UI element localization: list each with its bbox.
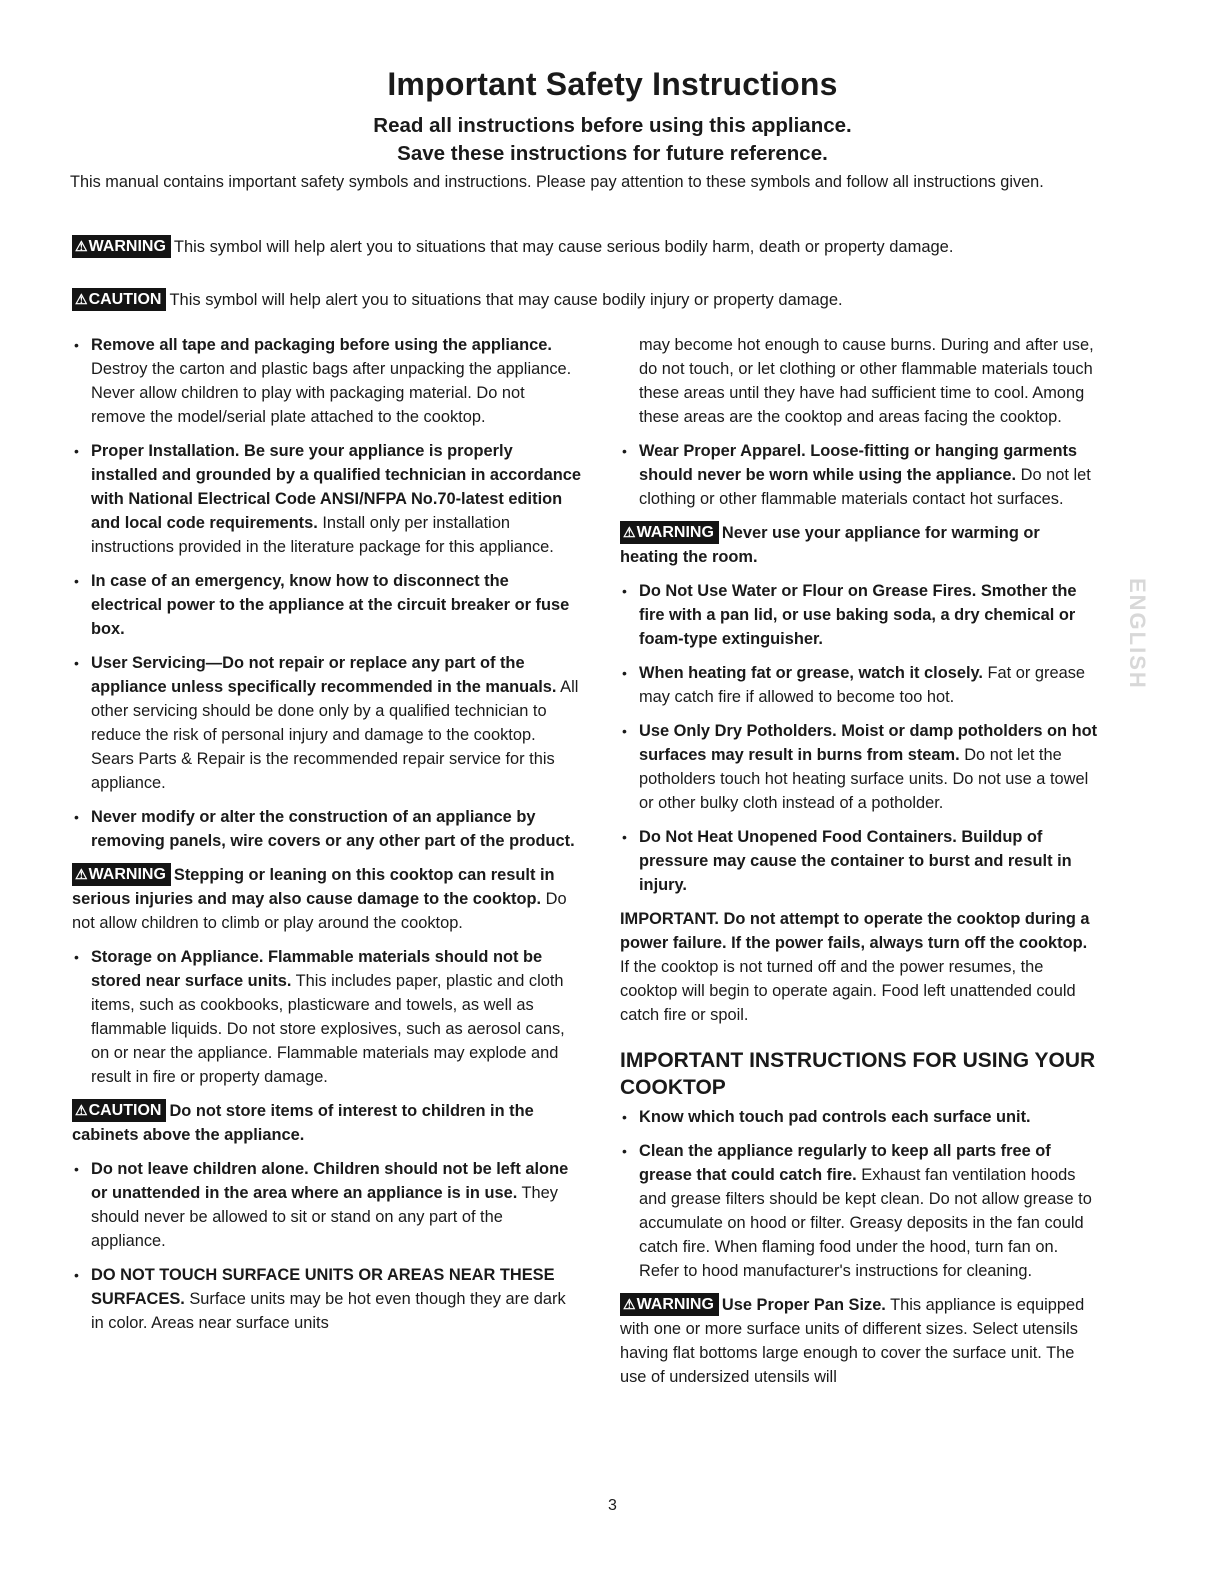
right-column [620,333,1098,1399]
warning-badge: ⚠WARNING [620,1293,719,1316]
list-item: • Remove all tape and packaging before using the appliance. Destroy the carton and plastic bags after unpacking the appliance. Never allow children to play with packaging material. Do not remove the model/serial plate attached to the cooktop. [72,333,582,429]
warning-badge: ⚠WARNING [72,863,171,886]
page-title: Important Safety Instructions [387,66,838,102]
subtitle-save: Save these instructions for future reference. [397,142,828,165]
list-item: • User Servicing—Do not repair or replace any part of the appliance unless specifically recommended in the manuals. All other servicing should be done only by a qualified technician to reduce the risk of personal injury and damage to the cooktop. Sears Parts & Repair is the recommended repair service for this appliance. [72,651,582,795]
list-item: • DO NOT TOUCH SURFACE UNITS OR AREAS NEAR THESE SURFACES. Surface units may be hot even though they are dark in color. Areas near surface units [72,1263,582,1335]
list-item: • Do Not Heat Unopened Food Containers. Buildup of pressure may cause the container to burst and result in injury. [620,825,1098,897]
warning-badge: ⚠WARNING [620,521,719,544]
list-item: • Do not leave children alone. Children should not be left alone or unattended in the area where an appliance is in use. They should never be allowed to sit or stand on any part of the appliance. [72,1157,582,1253]
alert-triangle-icon: ⚠ [623,1296,636,1312]
important-paragraph: IMPORTANT. Do not attempt to operate the cooktop during a power failure. If the power fails, always turn off the cooktop. If the cooktop is not turned off and the power resumes, the cooktop will begin to operate again. Food left unattended could catch fire or spoil. [620,910,1090,1024]
page-number: 3 [608,1497,617,1514]
alert-triangle-icon: ⚠ [75,1102,88,1118]
list-item: • Do Not Use Water or Flour on Grease Fires. Smother the fire with a pan lid, or use baking soda, a dry chemical or foam-type extinguisher. [620,579,1098,651]
list-item: • Proper Installation. Be sure your appliance is properly installed and grounded by a qualified technician in accordance with National Electrical Code ANSI/NFPA No.70-latest edition and local code requirements. Install only per installation instructions provided in the literature package for this appliance. [72,439,582,559]
list-item: • In case of an emergency, know how to disconnect the electrical power to the appliance at the circuit breaker or fuse box. [72,569,582,641]
intro-text: This manual contains important safety symbols and instructions. Please pay attention to these symbols and follow all instructions given. [70,173,1044,191]
list-item: • When heating fat or grease, watch it closely. Fat or grease may catch fire if allowed to become too hot. [620,661,1098,709]
continued-text: may become hot enough to cause burns. During and after use, do not touch, or let clothing or other flammable materials touch these areas until they have had sufficient time to cool. Among these areas are the cooktop and areas facing the cooktop. [639,336,1094,426]
left-column [72,333,582,1345]
caution-badge: ⚠CAUTION [72,288,166,311]
caution-paragraph: ⚠CAUTION Do not store items of interest to children in the cabinets above the appliance. [72,1099,582,1147]
list-item: • Wear Proper Apparel. Loose-fitting or hanging garments should never be worn while using the appliance. Do not let clothing or other flammable materials contact hot surfaces. [620,439,1098,511]
caution-symbol-line [72,288,843,312]
warning-paragraph: ⚠WARNING Use Proper Pan Size. This appliance is equipped with one or more surface units of different sizes. Select utensils having flat bottoms large enough to cover the surface unit. The use of undersized utensils will [620,1293,1098,1389]
list-item: • Storage on Appliance. Flammable materials should not be stored near surface units. This includes paper, plastic and cloth items, such as cookbooks, plasticware and towels, as well as flammable liquids. Do not store explosives, such as aerosol cans, on or near the appliance. Flammable materials may explode and result in fire or property damage. [72,945,582,1089]
caution-badge: ⚠CAUTION [72,1099,166,1122]
subtitle-read: Read all instructions before using this appliance. [373,114,852,137]
list-item: • Never modify or alter the construction of an appliance by removing panels, wire covers or any other part of the product. [72,805,582,853]
language-side-tab: ENGLISH [1125,578,1150,690]
warning-paragraph: ⚠WARNING Never use your appliance for warming or heating the room. [620,521,1098,569]
alert-triangle-icon: ⚠ [623,524,636,540]
warning-badge: ⚠WARNING [72,235,171,258]
warning-symbol-line [72,235,953,259]
list-item: • Clean the appliance regularly to keep all parts free of grease that could catch fire. Exhaust fan ventilation hoods and grease filters should be kept clean. Do not allow grease to accumulate on hood or filter. Greasy deposits in the fan could catch fire. When flaming food under the hood, turn fan on. Refer to hood manufacturer's instructions for cleaning. [620,1139,1098,1283]
caution-symbol-text: This symbol will help alert you to situations that may cause bodily injury or property damage. [169,291,843,309]
list-item: • Know which touch pad controls each surface unit. [620,1105,1098,1129]
alert-triangle-icon: ⚠ [75,866,88,882]
warning-symbol-text: This symbol will help alert you to situations that may cause serious bodily harm, death or property damage. [173,238,954,256]
alert-triangle-icon: ⚠ [75,238,88,254]
section-heading: IMPORTANT INSTRUCTIONS FOR USING YOUR COOKTOP [620,1049,1096,1099]
alert-triangle-icon: ⚠ [75,291,88,307]
list-item: • Use Only Dry Potholders. Moist or damp potholders on hot surfaces may result in burns from steam. Do not let the potholders touch hot heating surface units. Do not use a towel or other bulky cloth instead of a potholder. [620,719,1098,815]
warning-paragraph: ⚠WARNING Stepping or leaning on this cooktop can result in serious injuries and may also cause damage to the cooktop. Do not allow children to climb or play around the cooktop. [72,863,582,935]
